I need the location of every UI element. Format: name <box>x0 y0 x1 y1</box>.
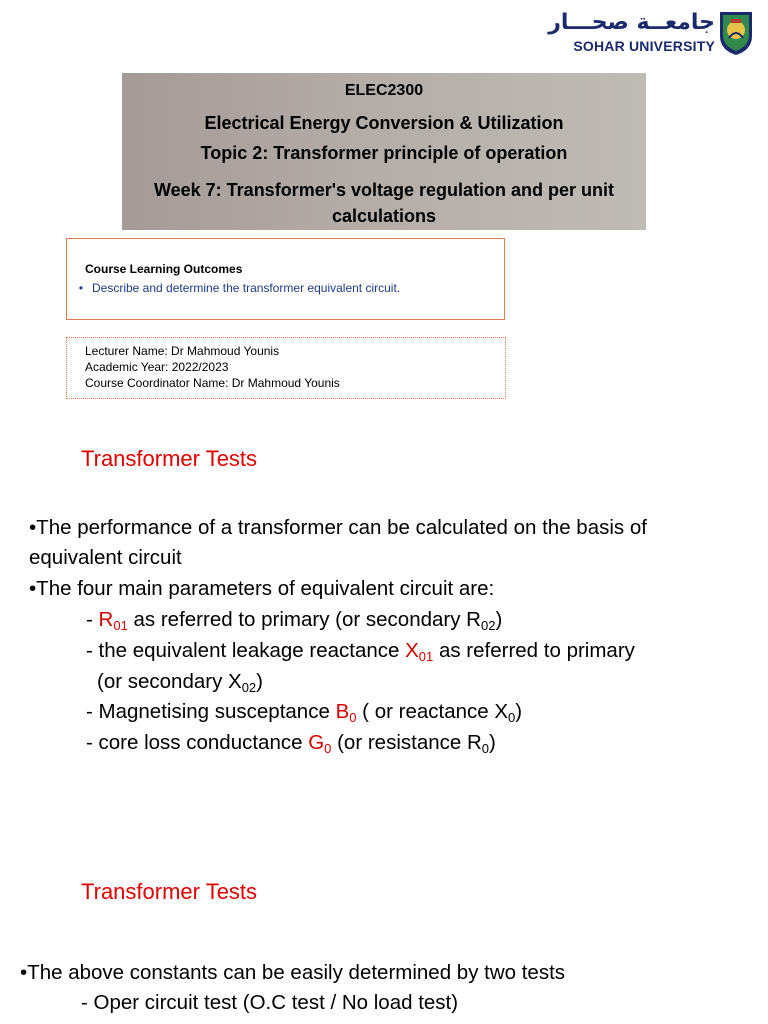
course-name: Electrical Energy Conversion & Utilization <box>204 113 564 133</box>
text: ) <box>495 608 503 631</box>
paragraph-line: •The four main parameters of equivalent circuit are: <box>29 577 495 600</box>
title-banner <box>122 73 646 230</box>
symbol: G <box>308 731 325 754</box>
logo-arabic-text: جامعــة صحـــار <box>548 10 715 35</box>
text: - core loss conductance <box>86 731 309 754</box>
topic-title: Topic 2: Transformer principle of operation <box>200 143 568 163</box>
text: ( or reactance X <box>356 700 509 723</box>
coordinator-name: Course Coordinator Name: Dr Mahmoud Younis <box>85 376 340 390</box>
logo-english-text: SOHAR UNIVERSITY <box>573 38 715 54</box>
lecturer-name: Lecturer Name: Dr Mahmoud Younis <box>85 344 280 358</box>
subscript: 01 <box>113 618 128 633</box>
bullet-icon: • <box>78 281 84 295</box>
outcomes-heading: Course Learning Outcomes <box>85 262 243 276</box>
paragraph-line: equivalent circuit <box>29 546 182 569</box>
course-code: ELEC2300 <box>344 82 424 99</box>
subscript: 02 <box>241 680 257 695</box>
parameter-item-g0 <box>86 728 496 758</box>
text: as referred to primary (or secondary R <box>127 608 481 631</box>
university-logo <box>540 8 755 58</box>
subscript: 0 <box>481 741 490 756</box>
text: - Magnetising susceptance <box>86 700 336 723</box>
outcomes-list-item <box>70 281 400 295</box>
text: (or resistance R <box>331 731 482 754</box>
parameter-item-x01-continued <box>97 667 263 697</box>
text: ) <box>256 670 263 693</box>
subscript: 0 <box>508 710 516 725</box>
symbol: B <box>335 700 350 723</box>
symbol: X <box>405 639 419 662</box>
test-list-item: - Oper circuit test (O.C test / No load test) <box>81 991 459 1014</box>
parameter-item-r01 <box>86 605 502 635</box>
symbol: R <box>98 608 114 631</box>
outcome-text: Describe and determine the transformer equivalent circuit. <box>92 281 401 295</box>
university-seal-icon <box>717 8 755 56</box>
parameter-item-b0 <box>86 697 522 727</box>
subscript: 0 <box>324 741 332 756</box>
subscript: 0 <box>349 710 357 725</box>
subscript: 02 <box>481 618 496 633</box>
paragraph-line: •The above constants can be easily determined by two tests <box>20 961 566 984</box>
paragraph-line: •The performance of a transformer can be calculated on the basis of <box>29 516 647 539</box>
parameter-item-x01 <box>86 636 635 666</box>
subscript: 01 <box>418 649 434 664</box>
academic-year: Academic Year: 2022/2023 <box>85 360 229 374</box>
week-title: Week 7: Transformer's voltage regulation and per unit calculations <box>153 180 615 226</box>
text: as referred to primary <box>433 639 635 662</box>
dash: - <box>86 608 99 631</box>
section-heading: Transformer Tests <box>81 446 258 471</box>
text: - the equivalent leakage reactance <box>86 639 406 662</box>
learning-outcomes-box <box>66 238 505 320</box>
lecturer-info-box <box>66 337 506 399</box>
section-heading: Transformer Tests <box>81 879 258 904</box>
text: (or secondary X <box>97 670 242 693</box>
text: ) <box>515 700 523 723</box>
text: ) <box>489 731 496 754</box>
